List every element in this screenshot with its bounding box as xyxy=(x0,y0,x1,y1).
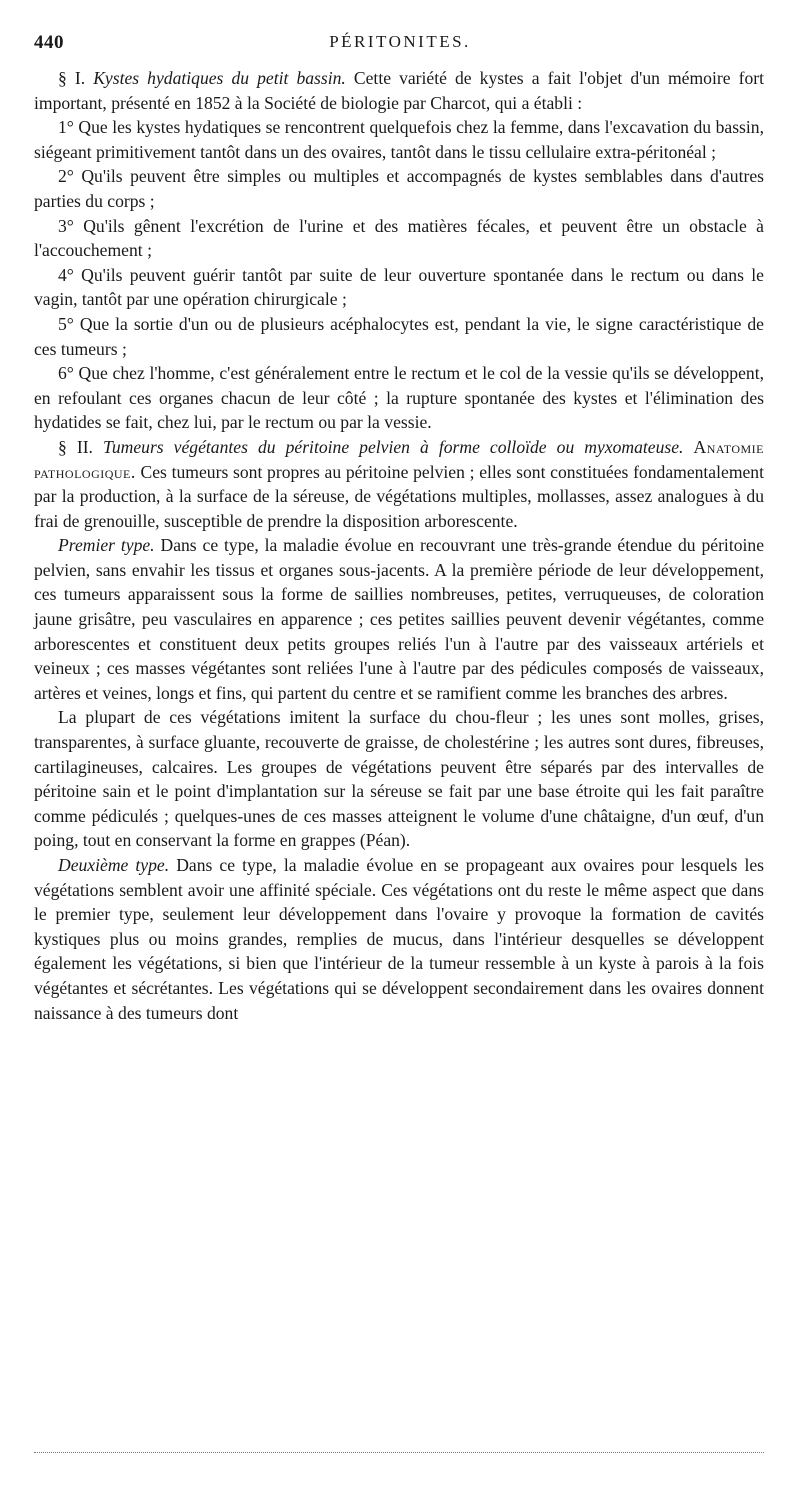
section-1-intro-text: Cette variété de kystes a fait l'objet d'un mémoire fort important, présenté en 1852 à la Société de biologie par Charcot, qui a établi : xyxy=(34,68,764,113)
list-item: 6° Que chez l'homme, c'est généralement entre le rectum et le col de la vessie qu'ils se développent, en refoulant ces organes chacun de leur côté ; la rupture spontanée des kystes et l'élimination des hydatides se fait, chez lui, par le rectum ou par la vessie. xyxy=(34,363,764,433)
section-2-intro-text: Ces tumeurs sont propres au péritoine pelvien ; elles sont constituées fondamentalement par la production, à la surface de la séreuse, de végétations multiples, mollasses, assez analogues à du frai de grenouille, susceptible de prendre la disposition arborescente. xyxy=(34,461,764,531)
type-1-paragraph-2: La plupart de ces végétations imitent la surface du chou-fleur ; les unes sont molles, grises, transparentes, à surface gluante, recouverte de graisse, de cholestérine ; les autres sont dures, fibreuses, cartilagineuses, calcaires. Les groupes de végétations peuvent être séparés par des intervalles de péritoine sain et le point d'implantation sur la séreuse se fait par une base étroite qui les fait paraître comme pédiculés ; quelques-unes de ces masses atteignent le volume d'une châtaigne, d'un œuf, d'un poing, tout en conservant la forme en grappes (Péan). xyxy=(34,707,764,851)
list-item: 3° Qu'ils gênent l'excrétion de l'urine et des matières fécales, et peuvent être un obstacle à l'accouchement ; xyxy=(34,215,764,261)
body-text xyxy=(34,66,764,1025)
section-2-title: Tumeurs végétantes du péritoine pelvien à forme colloïde ou myxomateuse. xyxy=(103,436,684,457)
type-1-paragraph xyxy=(34,533,764,705)
section-2-subhead: Anatomie pathologique. xyxy=(34,436,764,482)
list-item: 2° Qu'ils peuvent être simples ou multiples et accompagnés de kystes semblables dans d'autres parties du corps ; xyxy=(34,166,764,211)
section-2-marker: § II. xyxy=(58,436,93,457)
type-1-text: Dans ce type, la maladie évolue en recouvrant une très-grande étendue du péritoine pelvien, sans envahir les tissus et organes sous-jacents. A la première période de leur développement, ces tumeurs apparaissent sous la forme de saillies nombreuses, petites, verruqueuses, de coloration jaune grisâtre, peu vasculaires en apparence ; ces petites saillies peuvent devenir végétantes, comme arborescentes et constituent deux petits groupes reliés l'un à l'autre par des vaisseaux artériels et veineux ; ces masses végétantes sont reliées l'une à l'autre par des pédicules composés de vaisseaux, artères et veines, longs et fins, qui partent du centre et se ramifient comme les branches des arbres. xyxy=(34,535,764,703)
running-title: PÉRITONITES. xyxy=(329,32,471,51)
section-1-intro xyxy=(34,66,764,115)
type-2-paragraph xyxy=(34,853,764,1025)
section-1-marker: § I. xyxy=(58,68,86,88)
type-2-label: Deuxième type. xyxy=(58,855,170,875)
section-1-title: Kystes hydatiques du petit bassin. xyxy=(93,68,346,88)
page-header xyxy=(34,32,766,58)
list-item: 1° Que les kystes hydatiques se rencontrent quelquefois chez la femme, dans l'excavation du bassin, siégeant primitivement tantôt dans un des ovaires, tantôt dans le tissu cellulaire extra-péritonéal ; xyxy=(34,117,764,162)
section-2-intro xyxy=(34,435,764,533)
type-1-label: Premier type. xyxy=(58,535,155,556)
type-2-text: Dans ce type, la maladie évolue en se propageant aux ovaires pour lesquels les végétations semblent avoir une affinité spéciale. Ces végétations ont du reste le même aspect que dans le premier type, seulement leur développement dans l'ovaire y provoque la formation de cavités kystiques plus ou moins grandes, remplies de mucus, dans l'intérieur desquelles se développent également les végétations, si bien que l'intérieur de la tumeur ressemble à un kyste à parois à la fois végétantes et sécrétantes. Les végétations qui se développent secondairement dans les ovaires donnent naissance à des tumeurs dont xyxy=(34,855,764,1023)
footer-rule xyxy=(34,1452,764,1453)
list-item: 4° Qu'ils peuvent guérir tantôt par suite de leur ouverture spontanée dans le rectum ou dans le vagin, tantôt par une opération chirurgicale ; xyxy=(34,264,764,310)
list-item: 5° Que la sortie d'un ou de plusieurs acéphalocytes est, pendant la vie, le signe caractéristique de ces tumeurs ; xyxy=(34,313,764,359)
page-number: 440 xyxy=(34,32,64,53)
